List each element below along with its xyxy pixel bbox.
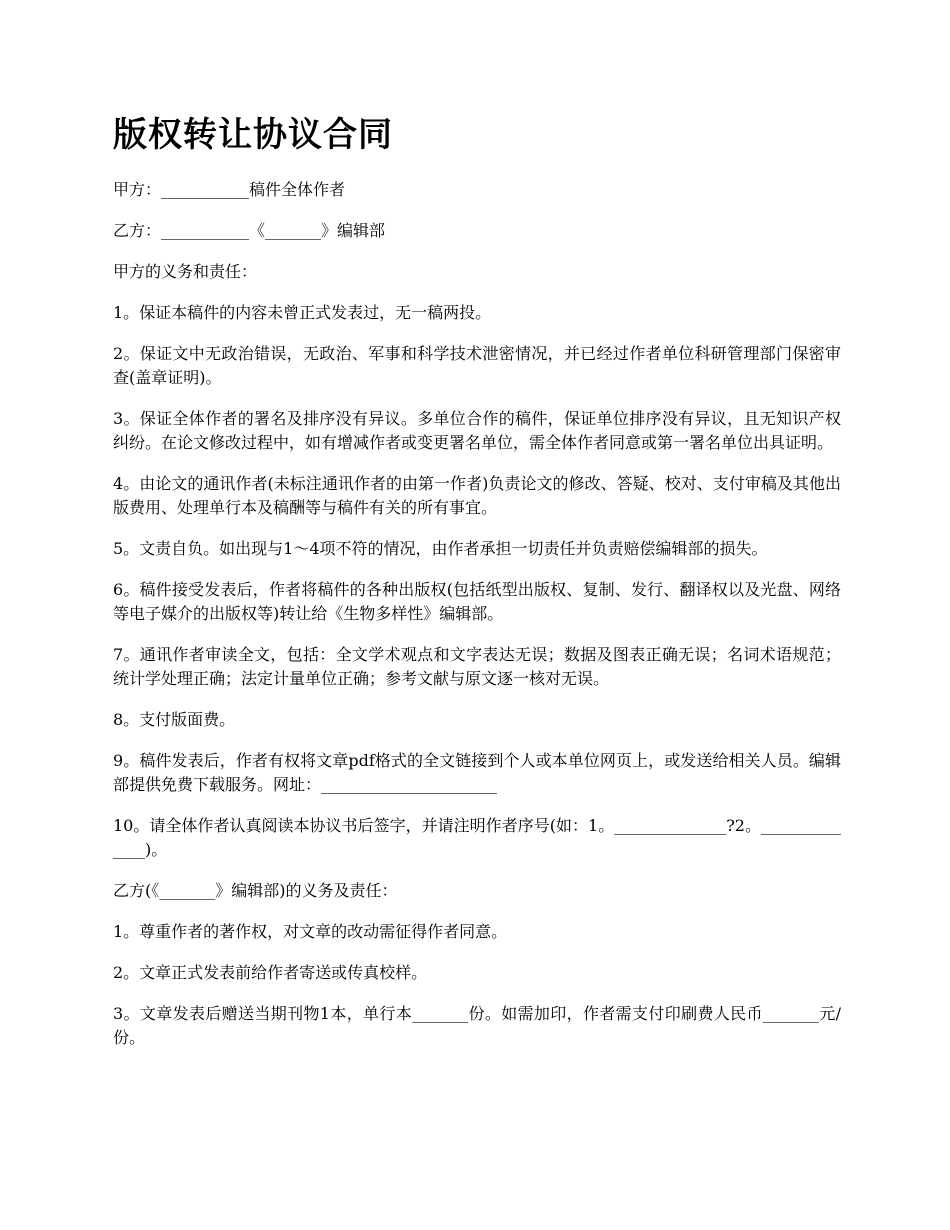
party-a-clause-2: 2。保证文中无政治错误，无政治、军事和科学技术泄密情况，并已经过作者单位科研管理部门保密审查(盖章证明)。 — [113, 344, 841, 387]
party-b-clause-2: 2。文章正式发表前给作者寄送或传真校样。 — [113, 963, 428, 982]
party-a-clause-7: 7。通讯作者审读全文，包括：全文学术观点和文字表达无误；数据及图表正确无误；名词术语规范；统计学处理正确；法定计量单位正确；参考文献与原文逐一核对无误。 — [113, 645, 841, 688]
document-title: 版权转让协议合同 — [113, 115, 393, 155]
party-a-line: 甲方：___________稿件全体作者 — [113, 180, 346, 199]
party-a-clause-4: 4。由论文的通讯作者(未标注通讯作者的由第一作者)负责论文的修改、答疑、校对、支付审稿及其他出版费用、处理单行本及稿酬等与稿件有关的所有事宜。 — [113, 474, 841, 517]
party-b-duties-heading: 乙方(《_______》编辑部)的义务及责任： — [113, 881, 398, 900]
party-b-clause-3: 3。文章发表后赠送当期刊物1本，单行本_______份。如需加印，作者需支付印刷费人民币_______元/份。 — [113, 1004, 841, 1047]
party-a-clause-3: 3。保证全体作者的署名及排序没有异议。多单位合作的稿件，保证单位排序没有异议，且无知识产权纠纷。在论文修改过程中，如有增减作者或变更署名单位，需全体作者同意或第一署名单位出具证明。 — [113, 409, 841, 452]
party-a-clause-5: 5。文责自负。如出现与1～4项不符的情况，由作者承担一切责任并负责赔偿编辑部的损失。 — [113, 539, 768, 558]
party-a-duties-heading: 甲方的义务和责任： — [113, 262, 258, 281]
party-b-line: 乙方：___________《_______》编辑部 — [113, 221, 386, 240]
party-a-clause-6: 6。稿件接受发表后，作者将稿件的各种出版权(包括纸型出版权、复制、发行、翻译权以及光盘、网络等电子媒介的出版权等)转让给《生物多样性》编辑部。 — [113, 580, 841, 623]
party-b-clause-1: 1。尊重作者的著作权，对文章的改动需征得作者同意。 — [113, 922, 508, 941]
party-a-clause-9: 9。稿件发表后，作者有权将文章pdf格式的全文链接到个人或本单位网页上，或发送给相关人员。编辑部提供免费下载服务。网址：______________________ — [113, 751, 841, 794]
party-a-clause-8: 8。支付版面费。 — [113, 710, 236, 729]
party-a-clause-1: 1。保证本稿件的内容未曾正式发表过，无一稿两投。 — [113, 303, 492, 322]
party-a-clause-10: 10。请全体作者认真阅读本协议书后签字，并请注明作者序号(如：1。______________?2。______________)。 — [113, 816, 841, 859]
document-body — [113, 178, 841, 1067]
